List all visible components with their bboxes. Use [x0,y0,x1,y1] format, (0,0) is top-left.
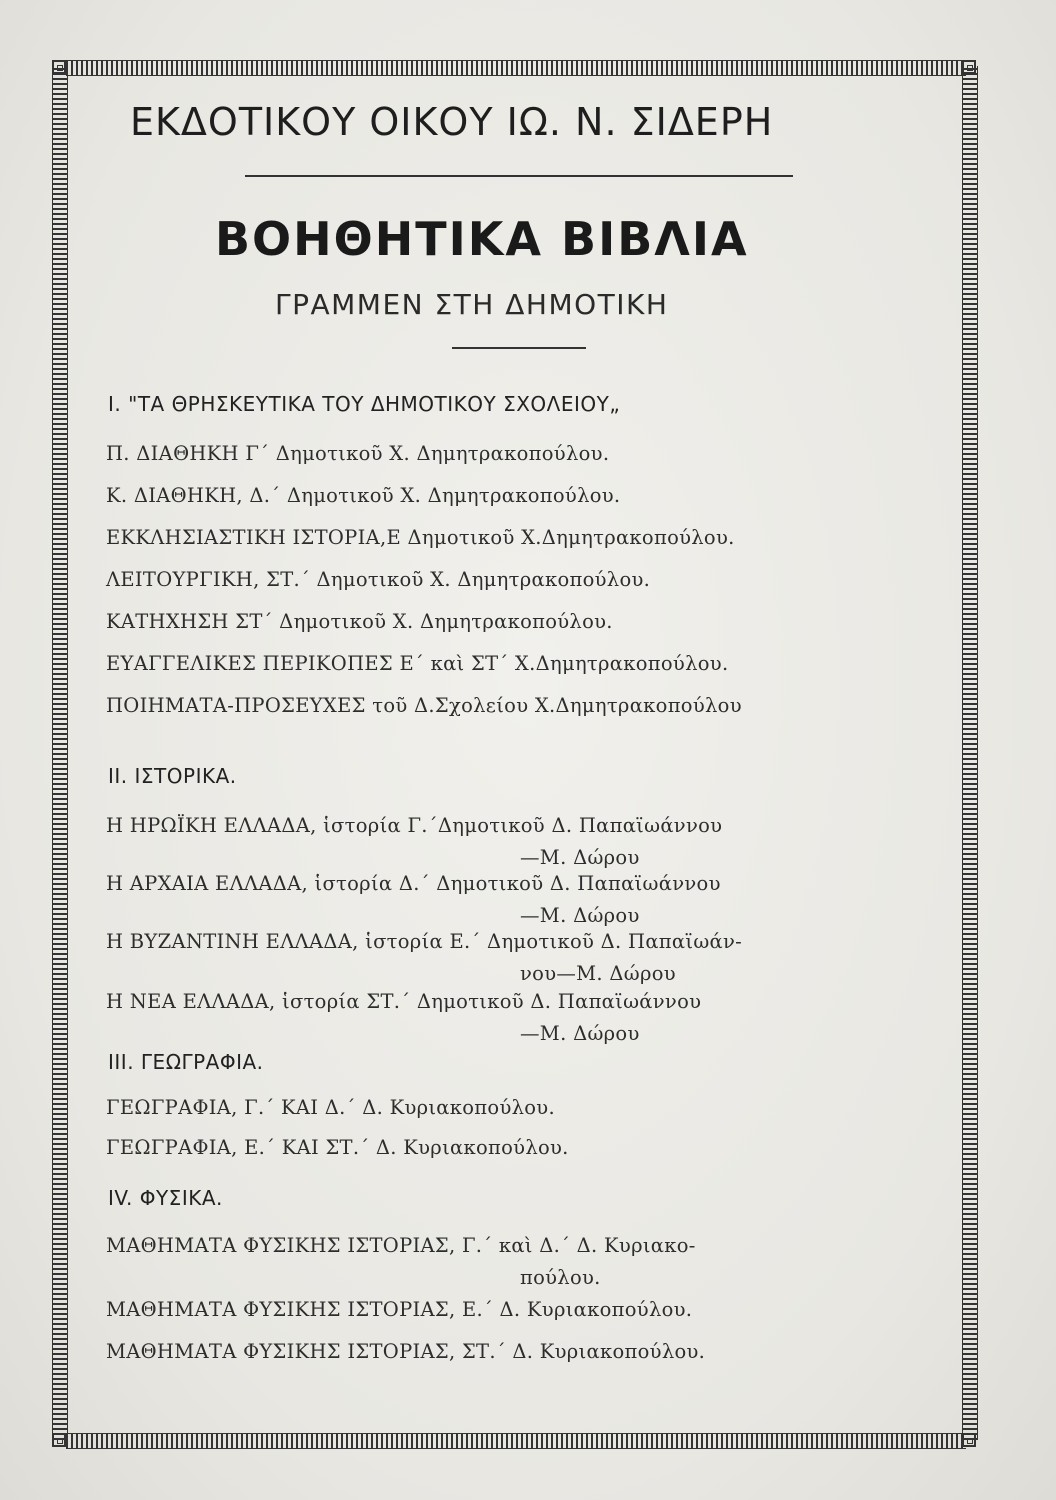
divider [452,347,586,349]
section-heading-religion: I. "ΤΑ ΘΡΗΣΚΕΥΤΙΚΑ ΤΟΥ ΔΗΜΟΤΙΚΟΥ ΣΧΟΛΕΙΟΥ„ [108,392,621,416]
list-item: ΕΚΚΛΗΣΙΑΣΤΙΚΗ ΙΣΤΟΡΙΑ,Ε Δημοτικοῦ Χ.Δημητρακοπούλου. [106,526,735,549]
list-item: ΓΕΩΓΡΑΦΙΑ, Ε.΄ ΚΑΙ ΣΤ.΄ Δ. Κυριακοπούλου. [106,1136,569,1159]
list-item-continuation: —Μ. Δώρου [520,846,640,869]
divider [245,175,793,177]
corner-ornament-icon [962,60,976,74]
corner-ornament-icon [52,60,66,74]
bottom-border [66,1433,966,1449]
corner-ornament-icon [52,1433,66,1447]
corner-ornament-icon [962,1433,976,1447]
list-item: ΜΑΘΗΜΑΤΑ ΦΥΣΙΚΗΣ ΙΣΤΟΡΙΑΣ, ΣΤ.΄ Δ. Κυριακοπούλου. [106,1340,706,1363]
list-item: ΛΕΙΤΟΥΡΓΙΚΗ, ΣΤ.΄ Δημοτικοῦ Χ. Δημητρακοπούλου. [106,568,651,591]
list-item: Η ΑΡΧΑΙΑ ΕΛΛΑΔΑ, ἱστορία Δ.΄ Δημοτικοῦ Δ. Παπαϊωάννου [106,872,721,895]
list-item: Η ΒΥΖΑΝΤΙΝΗ ΕΛΛΑΔΑ, ἱστορία Ε.΄ Δημοτικοῦ Δ. Παπαϊωάν- [106,930,743,953]
list-item: Π. ΔΙΑΘΗΚΗ Γ΄ Δημοτικοῦ Χ. Δημητρακοπούλου. [106,442,610,465]
list-item: ΓΕΩΓΡΑΦΙΑ, Γ.΄ ΚΑΙ Δ.΄ Δ. Κυριακοπούλου. [106,1096,555,1119]
list-item: Η ΗΡΩΪΚΗ ΕΛΛΑΔΑ, ἱστορία Γ.΄Δημοτικοῦ Δ. Παπαϊωάννου [106,814,723,837]
page-subtitle: ΓΡΑΜΜΕΝ ΣΤΗ ΔΗΜΟΤΙΚΗ [275,288,669,321]
list-item-continuation: νου—Μ. Δώρου [520,962,676,985]
list-item: ΚΑΤΗΧΗΣΗ ΣΤ΄ Δημοτικοῦ Χ. Δημητρακοπούλου. [106,610,613,633]
left-border [52,66,68,1440]
list-item: ΠΟΙΗΜΑΤΑ-ΠΡΟΣΕΥΧΕΣ τοῦ Δ.Σχολείου Χ.Δημητρακοπούλου [106,694,742,717]
top-border [66,60,966,76]
section-heading-history: II. ΙΣΤΟΡΙΚΑ. [108,764,237,788]
list-item: ΜΑΘΗΜΑΤΑ ΦΥΣΙΚΗΣ ΙΣΤΟΡΙΑΣ, Γ.΄ καὶ Δ.΄ Δ. Κυριακο- [106,1234,696,1257]
list-item: ΜΑΘΗΜΑΤΑ ΦΥΣΙΚΗΣ ΙΣΤΟΡΙΑΣ, Ε.΄ Δ. Κυριακοπούλου. [106,1298,693,1321]
section-heading-geography: III. ΓΕΩΓΡΑΦΙΑ. [108,1050,264,1074]
section-heading-physics: IV. ΦΥΣΙΚΑ. [108,1186,223,1210]
list-item: Κ. ΔΙΑΘΗΚΗ, Δ.΄ Δημοτικοῦ Χ. Δημητρακοπούλου. [106,484,621,507]
list-item-continuation: πούλου. [520,1266,601,1289]
list-item-continuation: —Μ. Δώρου [520,1022,640,1045]
list-item: ΕΥΑΓΓΕΛΙΚΕΣ ΠΕΡΙΚΟΠΕΣ Ε΄ καὶ ΣΤ΄ Χ.Δημητρακοπούλου. [106,652,729,675]
page-title: ΒΟΗΘΗΤΙΚΑ ΒΙΒΛΙΑ [215,212,749,266]
list-item-continuation: —Μ. Δώρου [520,904,640,927]
right-border [962,66,978,1440]
publisher-heading: ΕΚΔΟΤΙΚΟΥ ΟΙΚΟΥ ΙΩ. Ν. ΣΙΔΕΡΗ [130,100,774,144]
list-item: Η ΝΕΑ ΕΛΛΑΔΑ, ἱστορία ΣΤ.΄ Δημοτικοῦ Δ. Παπαϊωάννου [106,990,702,1013]
